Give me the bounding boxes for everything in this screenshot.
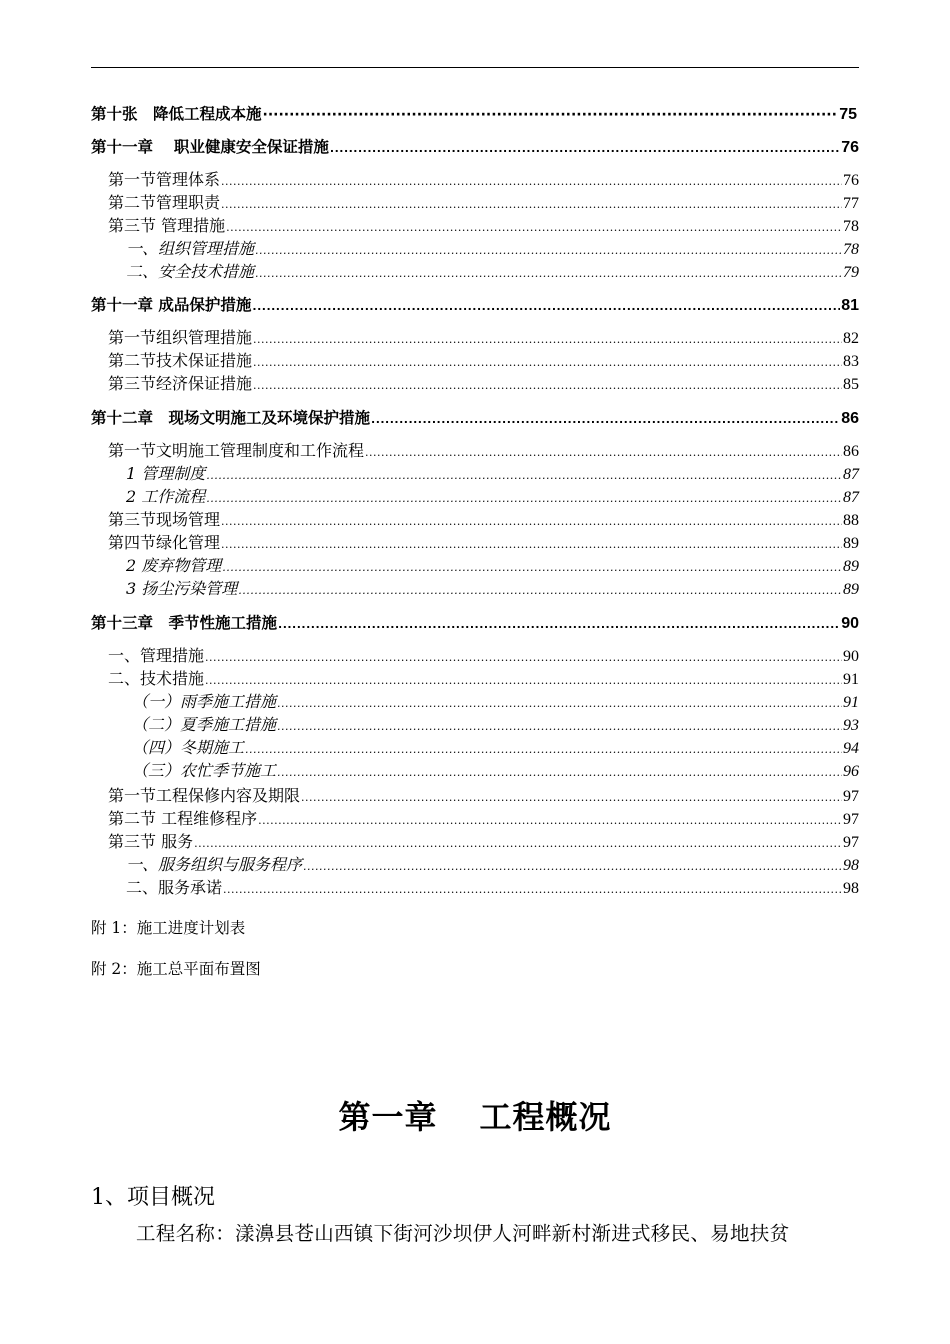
toc-entry-page: 90 xyxy=(843,648,859,665)
appendix-schedule: 附 1：施工进度计划表 xyxy=(91,919,246,937)
toc-leader-dots xyxy=(330,139,840,159)
header-rule xyxy=(91,67,859,68)
toc-leader-dots xyxy=(238,581,842,601)
toc-leader-dots xyxy=(221,512,842,532)
toc-entry[interactable] xyxy=(108,832,859,854)
toc-leader-dots xyxy=(303,857,842,877)
toc-entry-page: 82 xyxy=(843,330,859,347)
toc-entry-page: 96 xyxy=(843,763,859,780)
toc-entry-label: 第一节 xyxy=(108,786,157,805)
toc-entry-label: 第二节 xyxy=(108,193,157,212)
toc-entry-page: 97 xyxy=(843,788,859,805)
toc-entry-page: 76 xyxy=(843,172,859,189)
toc-leader-dots xyxy=(205,671,842,691)
toc-leader-dots xyxy=(221,172,842,192)
toc-leader-dots xyxy=(253,353,842,373)
toc-entry-label: 第一节 xyxy=(108,441,157,460)
toc-entry-label: 第二节 工程维修程序 xyxy=(108,809,258,828)
toc-entry[interactable] xyxy=(91,104,857,125)
toc-leader-dots xyxy=(253,376,842,396)
toc-entry-label: 第四节 xyxy=(108,533,157,552)
toc-entry-page: 85 xyxy=(843,376,859,393)
toc-leader-dots xyxy=(221,195,842,215)
toc-entry-page: 94 xyxy=(843,740,859,757)
toc-entry[interactable] xyxy=(91,295,859,317)
toc-entry[interactable] xyxy=(132,761,859,783)
toc-entry[interactable] xyxy=(108,786,859,808)
toc-entry-title: 管理职责 xyxy=(156,193,221,212)
toc-entry[interactable] xyxy=(126,556,859,578)
toc-entry-page: 91 xyxy=(843,671,859,688)
toc-entry-label: 2 废弃物管理 xyxy=(126,556,222,575)
toc-entry[interactable] xyxy=(126,239,859,261)
toc-entry-page: 98 xyxy=(843,857,859,874)
toc-entry-page: 89 xyxy=(843,581,859,598)
toc-entry[interactable] xyxy=(108,533,859,555)
toc-entry[interactable] xyxy=(132,692,859,714)
toc-leader-dots xyxy=(263,105,839,125)
toc-entry-label: 第三节 服务 xyxy=(108,832,194,851)
toc-leader-dots xyxy=(365,443,842,463)
toc-entry-label: 3 扬尘污染管理 xyxy=(126,579,238,598)
toc-entry[interactable] xyxy=(126,487,859,509)
toc-entry[interactable] xyxy=(108,328,859,350)
toc-entry-title: 现场管理 xyxy=(156,510,221,529)
toc-entry-label: 第二节 xyxy=(108,351,157,370)
toc-leader-dots xyxy=(221,535,842,555)
toc-entry-title: 管理体系 xyxy=(156,170,221,189)
toc-entry-label: 第十一章 成品保护措施 xyxy=(91,296,252,314)
toc-entry-page: 97 xyxy=(843,834,859,851)
toc-entry[interactable] xyxy=(108,216,859,238)
toc-entry[interactable] xyxy=(91,613,859,635)
toc-entry-page: 75 xyxy=(839,106,857,123)
toc-entry-title: 绿化管理 xyxy=(156,533,221,552)
toc-entry-page: 78 xyxy=(843,241,859,258)
toc-entry[interactable] xyxy=(108,646,859,668)
toc-entry[interactable] xyxy=(108,510,859,532)
toc-entry-page: 98 xyxy=(843,880,859,897)
toc-leader-dots xyxy=(252,297,840,317)
toc-entry-page: 83 xyxy=(843,353,859,370)
toc-entry-label: （三）农忙季节施工 xyxy=(132,761,277,780)
chapter-heading xyxy=(0,1092,950,1138)
toc-leader-dots xyxy=(277,763,842,783)
toc-entry-label: 一、管理措施 xyxy=(108,646,205,665)
toc-entry-label: 二、服务承诺 xyxy=(126,878,223,897)
toc-entry-page: 87 xyxy=(843,466,859,483)
toc-entry[interactable] xyxy=(108,374,859,396)
toc-entry[interactable] xyxy=(108,351,859,373)
toc-entry[interactable] xyxy=(108,170,859,192)
toc-entry-label: 第三节 xyxy=(108,510,157,529)
toc-leader-dots xyxy=(255,264,842,284)
toc-entry-label: 1 管理制度 xyxy=(126,464,206,483)
toc-entry-label: 第十一章 职业健康安全保证措施 xyxy=(91,138,329,156)
toc-entry-label: （一）雨季施工措施 xyxy=(132,692,277,711)
toc-entry-label: 第三节 xyxy=(108,374,157,393)
toc-entry-label: 第十张 降低工程成本施 xyxy=(91,105,262,123)
toc-entry-title: 组织管理措施 xyxy=(156,328,253,347)
toc-entry[interactable] xyxy=(108,809,859,831)
toc-entry-page: 90 xyxy=(841,615,859,632)
toc-entry[interactable] xyxy=(126,878,859,900)
toc-leader-dots xyxy=(226,218,842,238)
toc-entry[interactable] xyxy=(91,137,859,159)
toc-entry-page: 91 xyxy=(843,694,859,711)
chapter-title: 工程概况 xyxy=(479,1098,612,1136)
toc-entry[interactable] xyxy=(126,579,859,601)
toc-leader-dots xyxy=(206,489,842,509)
toc-entry-label: 二、安全技术措施 xyxy=(126,262,255,281)
toc-entry-label: 第一节 xyxy=(108,170,157,189)
toc-entry-label: 第十三章 季节性施工措施 xyxy=(91,614,278,632)
toc-entry-label: （二）夏季施工措施 xyxy=(132,715,277,734)
toc-entry-page: 86 xyxy=(841,410,859,427)
appendix-site-layout: 附 2：施工总平面布置图 xyxy=(91,960,261,978)
toc-entry-page: 89 xyxy=(843,558,859,575)
toc-leader-dots xyxy=(222,558,842,578)
toc-entry-page: 81 xyxy=(841,297,859,314)
toc-entry[interactable] xyxy=(108,193,859,215)
chapter-number: 第一章 xyxy=(338,1098,438,1136)
toc-leader-dots xyxy=(278,615,840,635)
toc-entry[interactable] xyxy=(108,441,859,463)
toc-entry-label: 一、服务组织与服务程序 xyxy=(126,855,303,874)
section-heading: 1、项目概况 xyxy=(91,1185,215,1210)
toc-entry-page: 79 xyxy=(843,264,859,281)
toc-entry[interactable] xyxy=(126,464,859,486)
toc-entry-title: 工程保修内容及期限 xyxy=(156,786,301,805)
toc-entry-page: 77 xyxy=(843,195,859,212)
toc-entry-page: 89 xyxy=(843,535,859,552)
toc-leader-dots xyxy=(206,466,842,486)
toc-leader-dots xyxy=(223,880,842,900)
toc-leader-dots xyxy=(277,717,842,737)
toc-leader-dots xyxy=(301,788,842,808)
toc-entry-page: 78 xyxy=(843,218,859,235)
toc-leader-dots xyxy=(255,241,842,261)
toc-leader-dots xyxy=(194,834,842,854)
body-paragraph: 工程名称：漾濞县苍山西镇下街河沙坝伊人河畔新村渐进式移民、易地扶贫 xyxy=(136,1222,790,1245)
toc-entry-label: （四）冬期施工 xyxy=(132,738,245,757)
toc-entry-page: 87 xyxy=(843,489,859,506)
toc-entry[interactable] xyxy=(132,715,859,737)
toc-leader-dots xyxy=(277,694,842,714)
toc-entry-label: 二、技术措施 xyxy=(108,669,205,688)
toc-entry-page: 88 xyxy=(843,512,859,529)
toc-entry-page: 93 xyxy=(843,717,859,734)
toc-entry-label: 一、组织管理措施 xyxy=(126,239,255,258)
toc-entry-label: 第一节 xyxy=(108,328,157,347)
toc-entry[interactable] xyxy=(91,408,859,430)
toc-entry[interactable] xyxy=(126,262,859,284)
toc-entry[interactable] xyxy=(126,855,859,877)
toc-entry-page: 76 xyxy=(841,139,859,156)
toc-entry-label: 2 工作流程 xyxy=(126,487,206,506)
toc-leader-dots xyxy=(245,740,842,760)
toc-leader-dots xyxy=(258,811,842,831)
toc-leader-dots xyxy=(205,648,842,668)
toc-entry-label: 第十二章 现场文明施工及环境保护措施 xyxy=(91,409,371,427)
toc-entry[interactable] xyxy=(108,669,859,691)
toc-entry[interactable] xyxy=(132,738,859,760)
toc-leader-dots xyxy=(253,330,842,350)
toc-entry-title: 经济保证措施 xyxy=(156,374,253,393)
toc-entry-title: 文明施工管理制度和工作流程 xyxy=(156,441,365,460)
toc-entry-label: 第三节 管理措施 xyxy=(108,216,226,235)
toc-entry-page: 97 xyxy=(843,811,859,828)
toc-entry-title: 技术保证措施 xyxy=(156,351,253,370)
toc-entry-page: 86 xyxy=(843,443,859,460)
toc-leader-dots xyxy=(371,410,840,430)
